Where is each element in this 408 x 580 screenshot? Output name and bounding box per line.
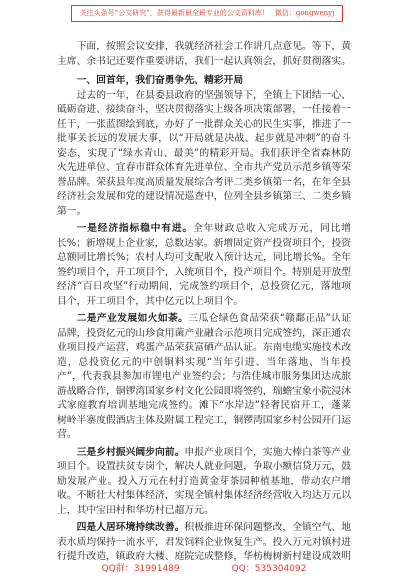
banner-wechat: 微信：gongwenyj [274,9,335,17]
point-paragraph-living-environment [57,521,351,561]
point-paragraph-economy [57,222,351,309]
point-text: 三瓜仑绿色食品荣获“赣鄱正品”认证品牌，投资亿元的山珍食用菌产业融合示范项目完成签约，深正通农业项目投产运营，鸡蛋产品荣获富硒产品认证。东南电缆实施技术改造，总投资亿元的中创铜料实现“当年引进、当年落地、当年投产”，代表我县参加市锂电产业签约会；与浩佳城市服务集团达成旅游战略合作，铜锣湾国家乡村文化公园即将签约，瑞蟾宝象小院浸沐式家庭教育培训基地完成签约。滩下“水岸边”轻奢民宿开工，蓬莱树岭半寨度假酒店主体及附属工程完工，铜锣湾国家乡村公园开门运营。 [57,313,351,440]
point-lead: 一是经济指标稳中有进。 [76,223,194,234]
section-heading: 一、回首年，我们奋勇争先、精彩开局 [76,75,244,86]
point-text: 全年财政总收入完成万元，同比增长%；新增规上企业家，总数达家。新增固定资产投资项目个，投资总额同比增长%；农村人均可支配收入预计达元，同比增长%。全年签约项目个，开工项目个，入统项目个，投产项目个。特别是开放型经济“百日攻坚”行动期间，完成签约项目个，总投资亿元，落地项目个，开工项目个，其中亿元以上项目个。 [57,223,351,307]
footer-qq: QQ：535304092 [231,564,307,574]
point-paragraph-industry [57,312,351,443]
intro-paragraph: 下面，按照会议安排，我就经济社会工作讲几点意见。等下，黄主席、余书记还要作重要讲话，我们一起认真领会，抓好贯彻落实。 [57,41,351,67]
point-lead: 二是产业发展如火如荼。 [76,313,189,324]
point-lead: 四是人居环境持续改善。 [76,522,185,533]
footer-qq-group: QQ群：31991489 [101,564,180,574]
point-text: 申报产业项目个，实施大棒白茶等产业项目个。设置扶贫专岗个，解决人就业问题，争取小额信贷万元，鼓励发展产业。投入万元在村打造黄金芽茶园种植基地，带动农户增收。不断壮大村集体经济，实现全镇村集体经济经营收入均达万元以上，其中宝田村和华坊村已超万元。 [57,446,351,516]
point-lead: 三是乡村振兴阔步向前。 [76,446,185,458]
banner-notice: 关注头条号“公文研究”，获得最新最全最专业的公文资料库！ [79,9,269,17]
promo-banner [71,5,343,22]
point-paragraph-rural-revitalization [57,446,351,519]
overview-paragraph: 过去的一年，在县委县政府的坚强领导下，全镇上下团结一心、砥砺奋进、接续奋斗，坚决贯彻落实上级各项决策部署，一任接着一任干，一张蓝图绘到底，办好了一批群众关心的民生实事，推进了一批事关长远的发展大事，以“开局就是决战、起步就是冲刺”的奋斗姿态，实现了“绿水青山、最美”的精彩开局。我们获评全省森林防火先进单位、宜春市群众体育先进单位、全市共产党员示范乡镇等荣誉品牌。荣获县年度高质量发展综合考评二类乡镇第一名，在年全县经济社会发展和党的建设情况巡查中，位列全县乡镇第三、二类乡镇第一。 [57,89,351,217]
contact-footer [0,563,408,575]
document-body [57,40,351,561]
point-text: 积极推进环保问题整改，全镇空气、地表水质均保持一流水平，君发饲料企业恢复生产。投入万元对镇村进行提升改造，镇政府大楼、庭院完成整修，华枋梅树新村建设成效明 [57,522,351,561]
